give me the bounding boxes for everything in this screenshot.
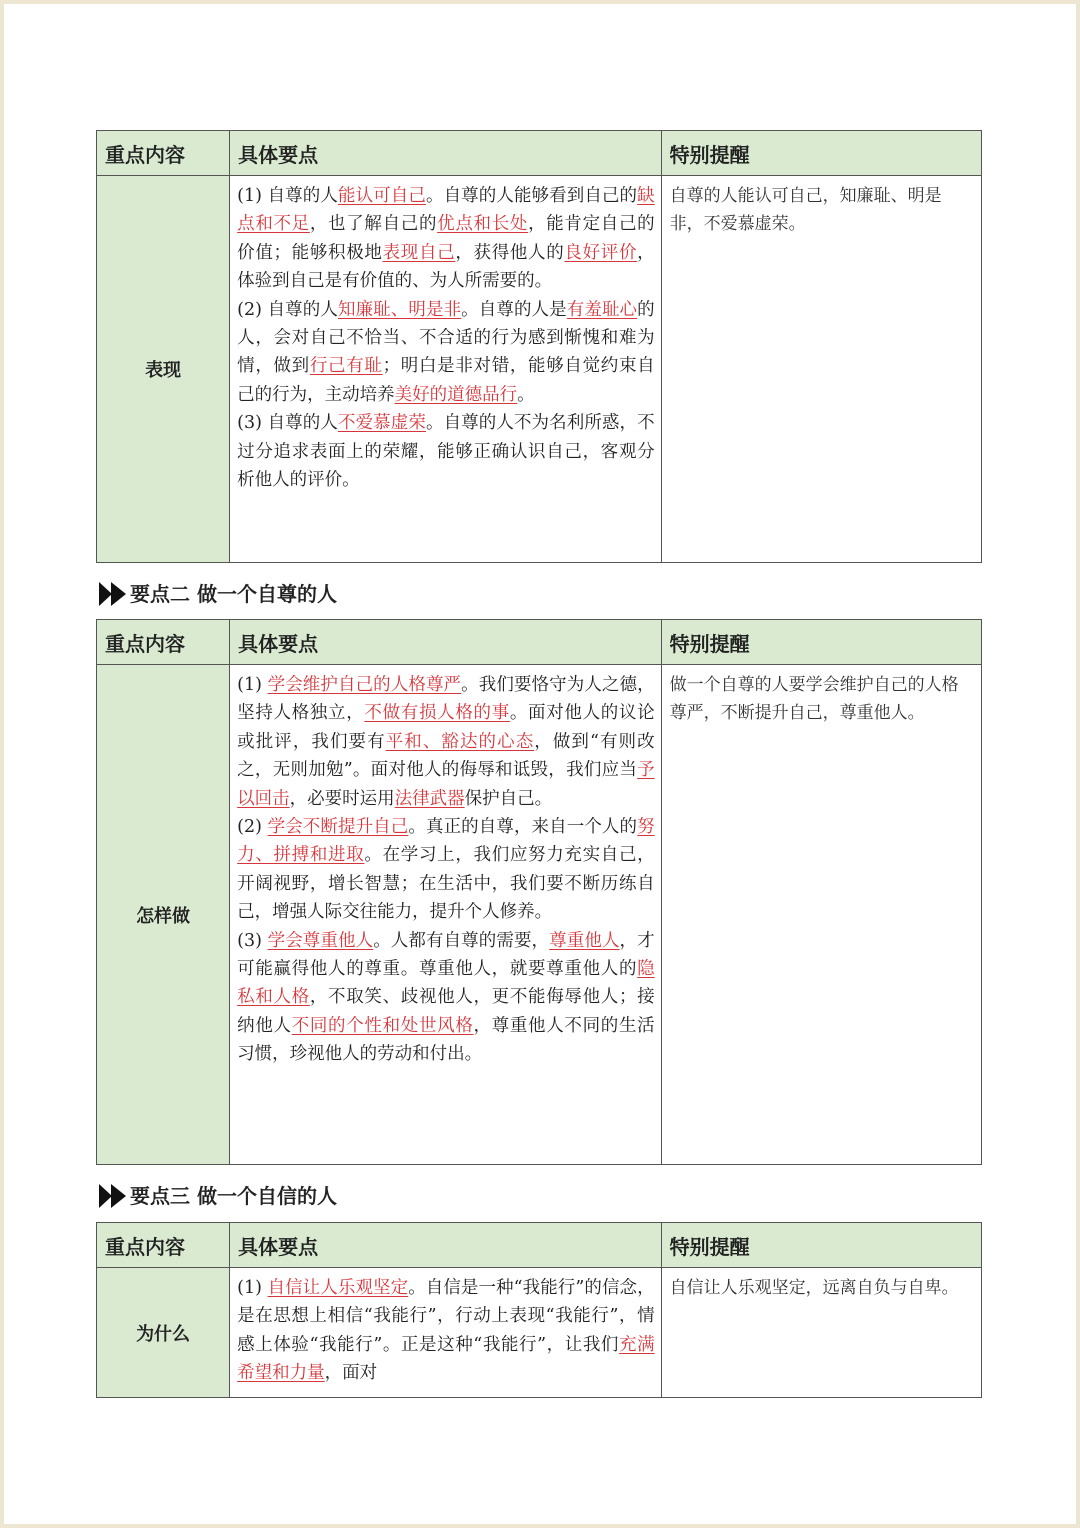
point-text: (2) (237, 817, 268, 838)
point-text: ，做到“有则改之，无则加勉”。面对他人的侮辱和诋毁，我们应当 (237, 731, 655, 781)
point-text: 。真正的自尊，来自一个人的 (408, 817, 638, 838)
point-text: 。自尊的人不为名利所惑，不过分追求表面上的荣耀，能够正确认识自己，客观分析他人的评价。 (237, 413, 655, 491)
highlight-text: 不爱慕虚荣 (337, 413, 426, 434)
highlight-text: 学会尊重他人 (267, 930, 374, 951)
point-text: 。人都有自尊的需要， (373, 930, 550, 951)
points-cell (230, 176, 661, 563)
header-special-reminder: 特别提醒 (661, 620, 981, 665)
reminder-cell: 自信让人乐观坚定，远离自负与自卑。 (661, 1268, 981, 1398)
section-heading-text: 要点三 做一个自信的人 (130, 1184, 337, 1208)
points-cell (230, 1268, 661, 1398)
table-header-row (97, 131, 982, 176)
highlight-text: 有羞耻心 (566, 299, 638, 320)
point-text: ；明白是非对错，能够自觉约束自己的行为，主动培养 (237, 356, 655, 405)
point-paragraph (237, 1274, 654, 1388)
point-text: (1) (237, 675, 268, 695)
table-header-row (97, 1223, 982, 1268)
highlight-text: 不做有损人格的事 (364, 703, 510, 724)
highlight-text: 良好评价 (564, 242, 638, 263)
table-row (97, 665, 982, 1165)
point-text: ，获得他人的 (455, 242, 565, 263)
point-paragraph (237, 671, 654, 813)
highlight-text: 表现自己 (382, 242, 456, 263)
point-paragraph (237, 813, 654, 927)
point-text: 。自尊的人能够看到自己的 (425, 186, 638, 206)
point-text: ，尊重他人不同的生活习惯，珍视他人的劳动和付出。 (237, 1015, 655, 1065)
row-label: 怎样做 (97, 665, 230, 1165)
point-text: 保护自己。 (464, 788, 553, 809)
table-header-row (97, 620, 982, 665)
point-text: 。自尊的人是 (461, 299, 567, 320)
header-specific-points: 具体要点 (230, 1223, 661, 1268)
point-text: 。自信是一种“我能行”的信念，是在思想上相信“我能行”，行动上表现“我能行”，情感上体验“我能行”。正是这种“我能行”，让我们 (237, 1278, 655, 1355)
point-text: 。面对他人的议论或批评，我们要有 (237, 703, 655, 752)
point-text: (1) 自尊的人 (237, 186, 338, 206)
highlight-text: 优点和长处 (437, 214, 529, 235)
header-key-content: 重点内容 (97, 620, 230, 665)
highlight-text: 行己有耻 (309, 356, 383, 377)
point-text: (2) 自尊的人 (237, 299, 338, 320)
point-text: ，才可能赢得他人的尊重。尊重他人，就要尊重他人的 (237, 930, 655, 980)
double-arrow-icon (98, 1182, 128, 1210)
reminder-cell: 做一个自尊的人要学会维护自己的人格尊严，不断提升自己，尊重他人。 (661, 665, 981, 1165)
point-text: (3) 自尊的人 (237, 413, 338, 434)
header-special-reminder: 特别提醒 (661, 1223, 981, 1268)
point-text: ，也了解自己的 (309, 214, 438, 235)
highlight-text: 自信让人乐观坚定 (267, 1278, 409, 1298)
point-paragraph (237, 927, 654, 1069)
table-how-to (96, 619, 982, 1165)
point-text: ，面对 (324, 1363, 378, 1384)
table-row (97, 176, 982, 563)
highlight-text: 缺点和不足 (237, 186, 655, 235)
point-paragraph (237, 182, 654, 296)
point-text: 的人，会对自己不恰当、不合适的行为感到惭愧和难为情，做到 (237, 299, 655, 377)
header-key-content: 重点内容 (97, 1223, 230, 1268)
row-label: 为什么 (97, 1268, 230, 1398)
point-text: ，能肯定自己的价值；能够积极地 (237, 214, 655, 263)
points-cell (230, 665, 661, 1165)
point-text: 。我们要恪守为人之德，坚持人格独立， (237, 675, 655, 724)
highlight-text: 法律武器 (394, 788, 465, 809)
row-label: 表现 (97, 176, 230, 563)
section-heading-2 (98, 578, 337, 610)
highlight-text: 尊重他人 (549, 930, 620, 951)
reminder-cell: 自尊的人能认可自己，知廉耻、明是非，不爱慕虚荣。 (661, 176, 981, 563)
highlight-text: 隐私和人格 (237, 959, 655, 1008)
highlight-text: 学会维护自己的人格尊严 (267, 675, 462, 695)
highlight-text: 予以回击 (237, 760, 655, 809)
section-heading-3 (98, 1180, 337, 1212)
highlight-text: 美好的道德品行 (394, 384, 518, 405)
header-specific-points: 具体要点 (230, 131, 661, 176)
point-text: ，必要时运用 (289, 788, 395, 809)
highlight-text: 学会不断提升自己 (267, 817, 409, 838)
point-paragraph (237, 409, 654, 494)
table-why (96, 1222, 982, 1398)
header-key-content: 重点内容 (97, 131, 230, 176)
point-text: 。在学习上，我们应努力充实自己，开阔视野，增长智慧；在生活中，我们要不断历练自己，增强人际交往能力，提升个人修养。 (237, 845, 655, 923)
point-text: (3) (237, 930, 268, 951)
header-specific-points: 具体要点 (230, 620, 661, 665)
point-text: (1) (237, 1278, 268, 1298)
point-text: ，不取笑、歧视他人，更不能侮辱他人；接纳他人 (237, 987, 655, 1036)
section-heading-text: 要点二 做一个自尊的人 (130, 582, 337, 606)
highlight-text: 充满希望和力量 (237, 1334, 655, 1384)
highlight-text: 不同的个性和处世风格 (291, 1015, 474, 1036)
highlight-text: 能认可自己 (337, 186, 426, 206)
point-text: ，体验到自己是有价值的、为人所需要的。 (237, 242, 655, 292)
double-arrow-icon (98, 580, 128, 608)
point-paragraph (237, 296, 654, 410)
highlight-text: 知廉耻、明是非 (337, 299, 462, 320)
table-row (97, 1268, 982, 1398)
header-special-reminder: 特别提醒 (661, 131, 981, 176)
table-manifestation (96, 130, 982, 563)
highlight-text: 努力、拼搏和进取 (237, 817, 655, 866)
point-text: 。 (517, 384, 535, 405)
highlight-text: 平和、豁达的心态 (385, 731, 535, 752)
